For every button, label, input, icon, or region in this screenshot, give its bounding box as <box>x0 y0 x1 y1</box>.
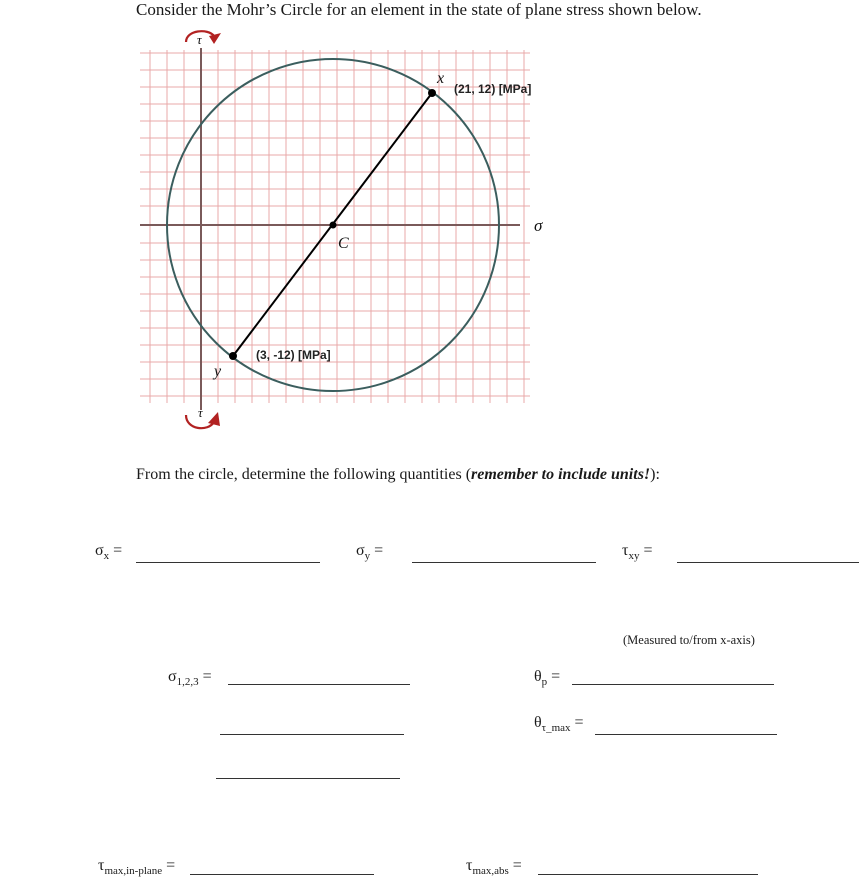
point-x-label: (21, 12) [MPa] <box>454 82 532 96</box>
sigma-x-label: $\sigma_x$ = <box>95 542 123 563</box>
theta-p-label: $\theta_p$ = <box>534 668 561 689</box>
point-y-label: (3, -12) [MPa] <box>256 348 331 362</box>
sigma-2-answer-line[interactable] <box>220 734 404 735</box>
tau-xy-answer-line[interactable] <box>677 562 859 563</box>
clockwise-arrow-icon <box>186 31 221 44</box>
measured-note: (Measured to/from x-axis) <box>623 633 755 647</box>
counterclockwise-arrow-icon <box>186 412 220 428</box>
instruction: From the circle, determine the following quantities (remember to include units!): <box>136 466 660 483</box>
point-y <box>229 352 237 360</box>
x-face-label: x <box>437 70 445 87</box>
tau-top-label: τ <box>197 32 202 47</box>
center-point <box>330 222 337 229</box>
y-face-label: y <box>214 363 222 380</box>
sigma-axis-label: σ <box>534 216 543 235</box>
tau-xy-label: $\tau_{xy}$ = <box>622 542 653 563</box>
tau-max-abs-answer-line[interactable] <box>538 874 758 875</box>
tau-max-in-plane-answer-line[interactable] <box>190 874 374 875</box>
sigma-x-answer-line[interactable] <box>136 562 320 563</box>
page-title: Consider the Mohr’s Circle for an element in the state of plane stress shown below. <box>136 0 702 19</box>
center-label: C <box>338 235 349 252</box>
mohrs-circle-diagram <box>0 0 863 440</box>
sigma-123-label: $\sigma_{1,2,3}$ = <box>168 668 212 689</box>
sigma-y-answer-line[interactable] <box>412 562 596 563</box>
theta-tau-max-label: $\theta_{\tau\_max}$ = <box>534 714 584 735</box>
theta-p-answer-line[interactable] <box>572 684 774 685</box>
point-x <box>428 89 436 97</box>
tau-bottom-label: τ <box>198 405 203 420</box>
tau-max-in-plane-label: $\tau_{max,in-plane}$ = <box>98 857 176 878</box>
sigma-y-label: $\sigma_y$ = <box>356 542 384 563</box>
theta-tau-max-answer-line[interactable] <box>595 734 777 735</box>
sigma-1-answer-line[interactable] <box>228 684 410 685</box>
sigma-3-answer-line[interactable] <box>216 778 400 779</box>
tau-max-abs-label: $\tau_{max,abs}$ = <box>466 857 522 878</box>
